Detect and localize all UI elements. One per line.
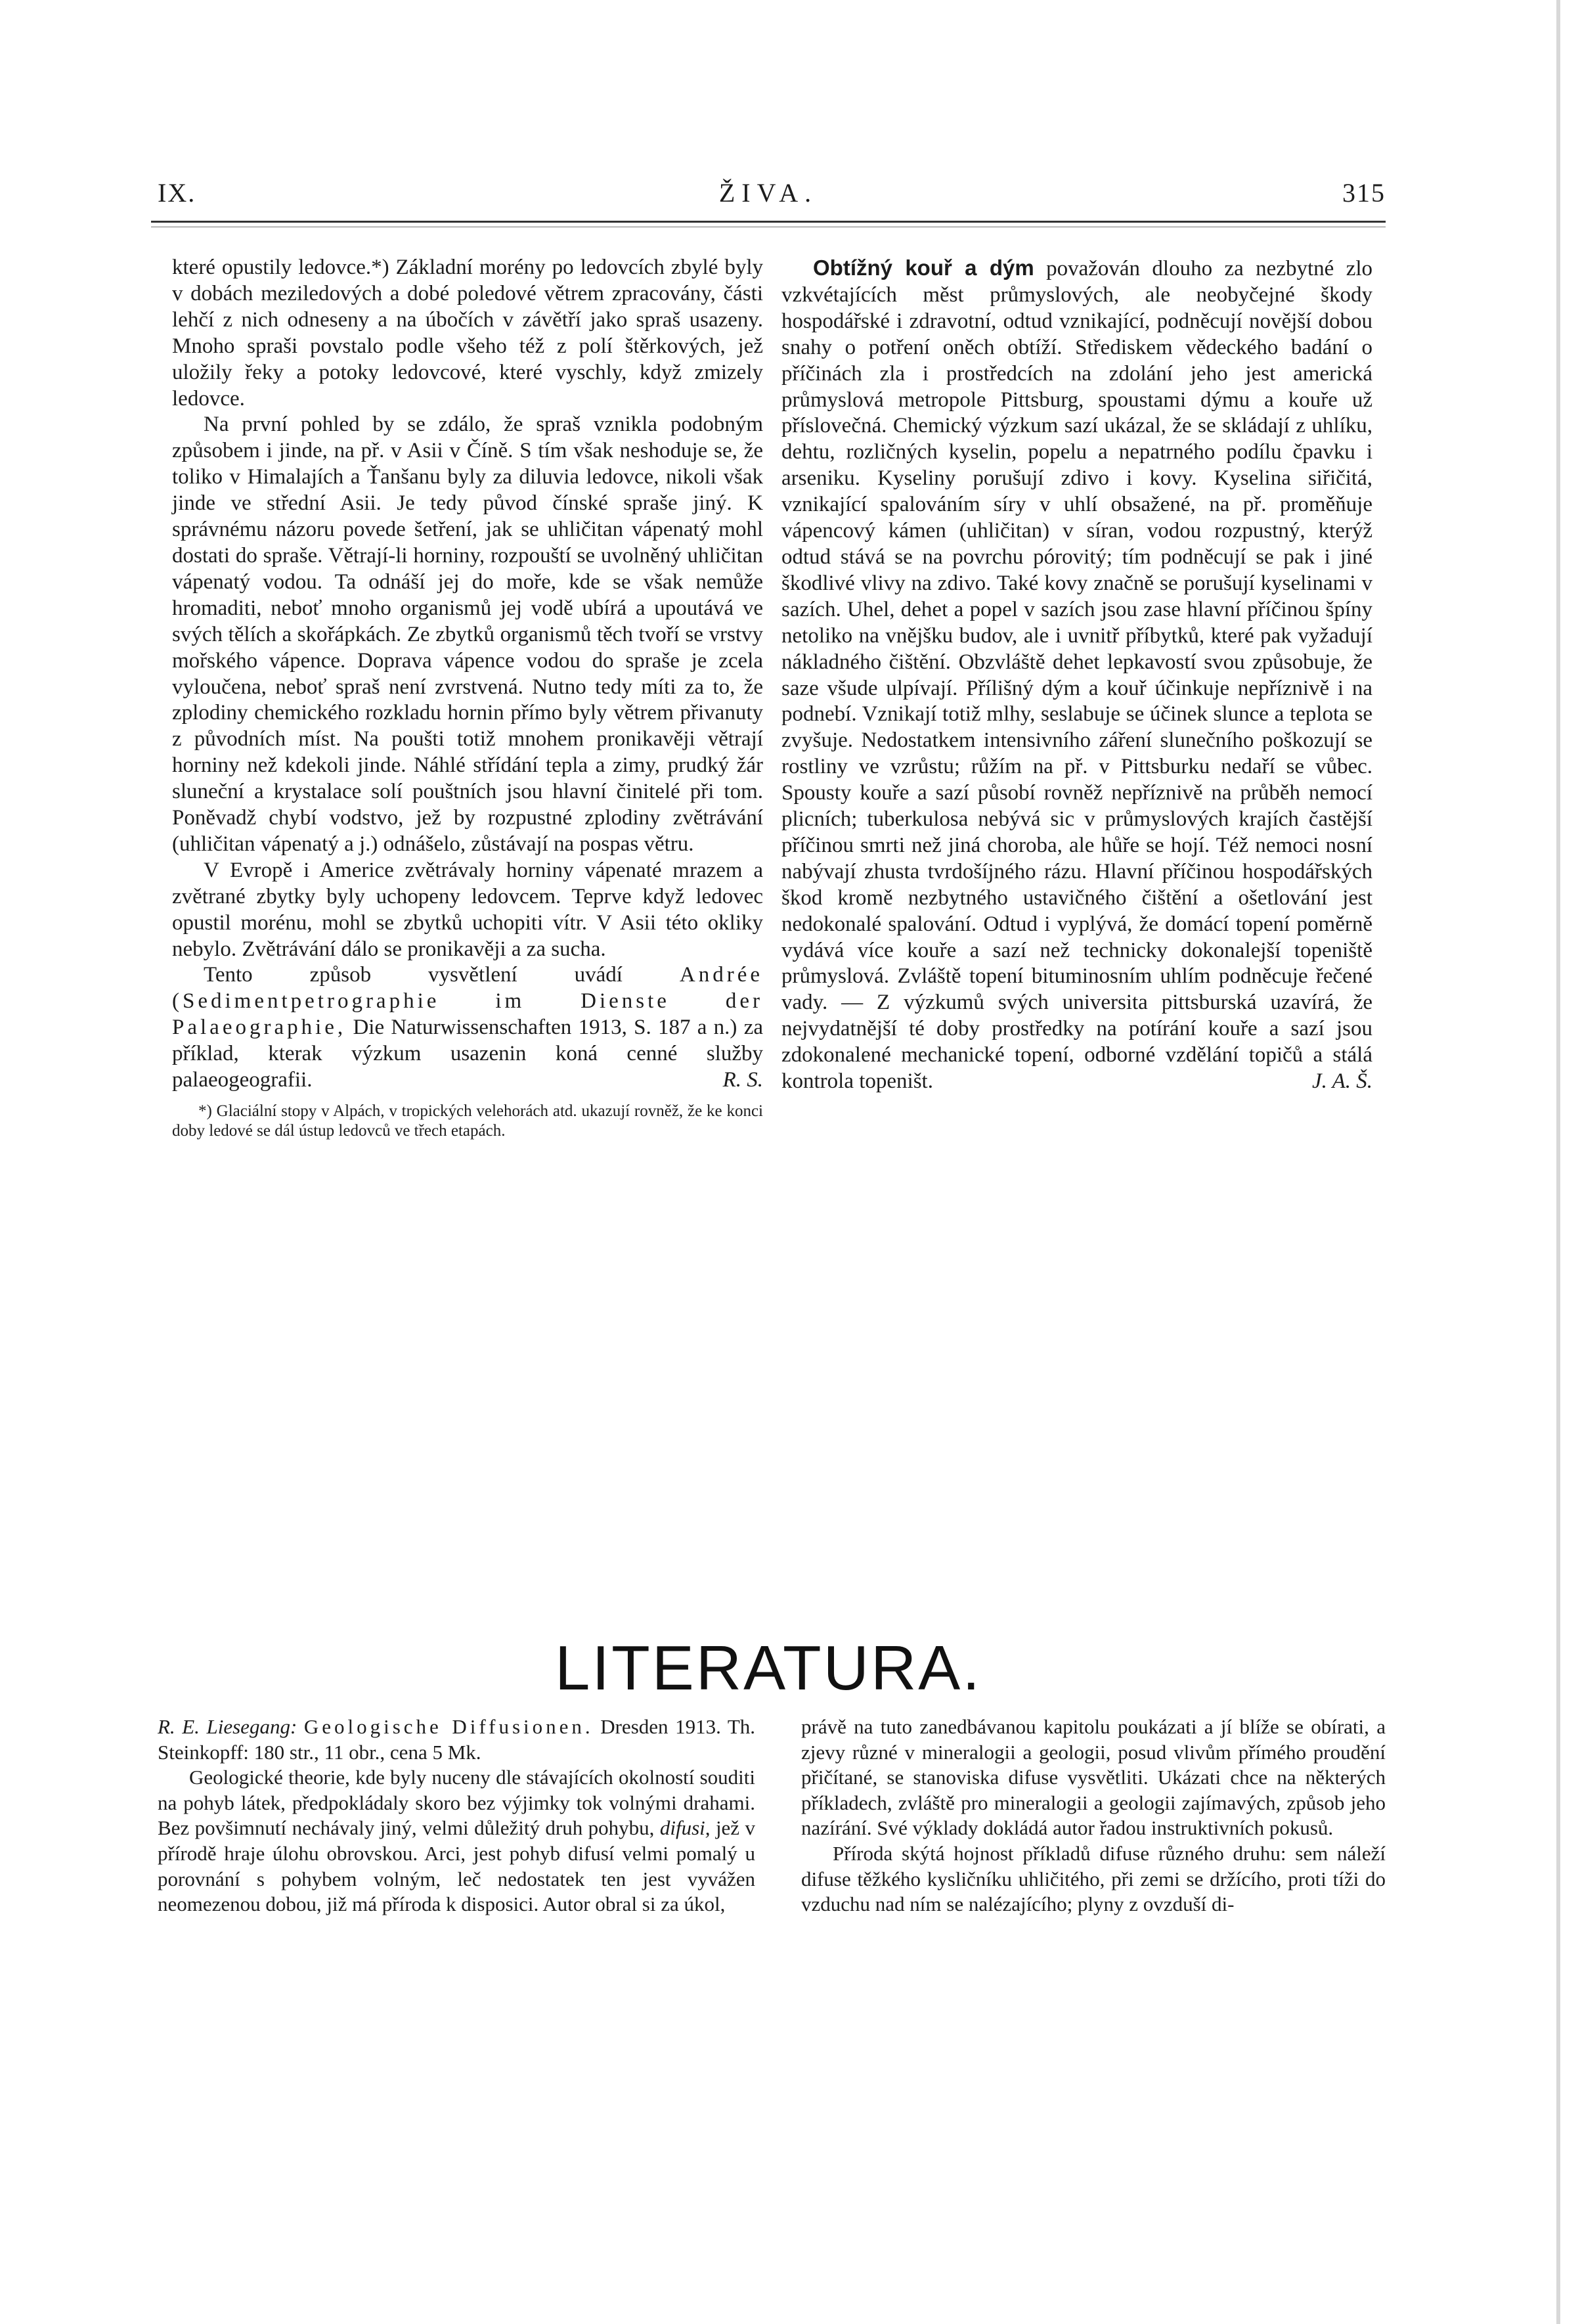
journal-page bbox=[151, 177, 1386, 2246]
right-column bbox=[781, 255, 1372, 1095]
paragraph-text: považován dlouho za nezbytné zlo vzkvétajících měst průmyslových, ale neobyčejné škody hospodářské i zdravotní, odtud vznikající, podněcují novější dobou snahy o potření oněch obtíží. Střediskem vědeckého badání o příčinách zla i prostředcích na zdolání jeho jest americká průmyslová metropole Pittsburg, spoustami dýmu a kouře už příslovečná. Chemický výzkum sazí ukázal, že se skládají z uhlíku, dehtu, rozličných kyselin, popelu a nepatrného podílu čpavku i arseniku. Kyseliny porušují zdivo i kovy. Kyselina siřičitá, vznikající spalováním síry v uhlí obsažené, na př. proměňuje vápencový kámen (uhličitan) v síran, vodou rozpustný, kterýž odtud stává se na povrchu pórovitý; tím podněcují se pak i jiné škodlivé vlivy na zdivo. Také kovy značně se porušují kyselinami v sazích. Uhel, dehet a popel v sazích jsou zase hlavní příčinou špíny netoliko na vnějšku budov, ale i uvnitř příbytků, které pak vyžadují nákladného čištění. Obzvláště dehet lepkavostí svou způsobuje, že saze všude ulpívají. Přílišný dým a kouř účinkuje nepříznivě i na podnebí. Vznikají totiž mlhy, seslabuje se účinek slunce a teplota se zvyšuje. Nedostatkem intensivního záření slunečního poškozují se rostliny ve vzrůstu; růžím na př. v Pittsburku nedaří se vůbec. Spousty kouře a sazí působí rovněž nepříznivě na průběh nemocí plicních; tuberkulosa nebývá sic v průmyslových krajích častější příčinou smrti než jiná choroba, ale hůře se hojí. Též nemoci nosní nabývají zhusta tvrdošíjného rázu. Hlavní příčinou hospodářských škod kromě nezbytného ustavičného čištění a ošetlování jest nedokonalé spalování. Odtud i vyplývá, že domácí topení poměrně vydává více kouře a sazí než technicky dokonalejší topeniště průmyslová. Zvláště topení bituminosním uhlím podněcuje řečené vady. — Z výzkumů svých universita pittsburská uzavírá, že nejvydatnější té doby prostředky na potírání kouře a sazí jsou zdokonalené mechanické topení, odborné vzdělání topičů a stálá kontrola topeništ. bbox=[781, 257, 1373, 1094]
footnote-text: *) Glaciální stopy v Alpách, v tropických velehorách atd. ukazují rovněž, že ke konci doby ledové se dál ústup ledovců ve třech etapách. bbox=[172, 1102, 763, 1140]
page-number: 315 bbox=[1342, 178, 1386, 208]
paragraph-text: Geologické theorie, kde byly nuceny dle stávajících okolností souditi na pohyb látek, předpokládaly skoro bez výjimky tok volnými drahami. Bez povšimnutí nechávaly jiný, velmi důležitý druh pohybu, bbox=[158, 1766, 755, 1840]
review-bibliography: Dresden 1913. Th. Steinkopff: 180 str., 11 obr., cena 5 Mk. bbox=[158, 1715, 756, 1764]
paragraph: Na první pohled by se zdálo, že spraš vznikla podobným způsobem i jinde, na př. v Asii v Číně. S tím však neshoduje se, že toliko v Himalajích a Ťanšanu byly za diluvia ledovce, nikoli však jinde ve střední Asii. Je tedy původ čínské spraše jiný. K správnému názoru povede šetření, jak se uhličitan vápenatý mohl dostati do spraše. Větrají-li horniny, rozpouští se uvolněný uhličitan vápenatý vodou. Ta odnáší jej do moře, kde se však nemůže hromaditi, neboť mnoho organismů jej vodě ubírá a upoutává ve svých tělích a skořápkách. Ze zbytků organismů těch tvoří se vrstvy mořského vápence. Doprava vápence vodou do spraše je zcela vyloučena, neboť spraš není zvrstvená. Nutno tedy míti za to, že zplodiny chemického rozkladu hornin přímo byly větrem přivanuty z původních míst. Na poušti totiž mnohem pronikavěji větrají horniny než kdekoli jinde. Náhlé střídání tepla a zimy, prudký žár sluneční a krystalace solí pouštních jsou hlavní činitelé při tom. Poněvadž chybí vodstvo, jež by rozpustné zplodiny zvětrávání (uhličitan vápenatý a j.) odnášelo, zůstávají na pospas větru. bbox=[172, 413, 763, 856]
signature: J. A. Š. bbox=[1312, 1069, 1372, 1094]
paragraph: Příroda skýtá hojnost příkladů difuse různého druhu: sem náleží difuse těžkého kysličníku uhličitého, při zemi se držícího, proti tíži do vzduchu nad ním se nalézajícího; plyny z ovzduší di- bbox=[801, 1841, 1386, 1916]
author-name: Andrée bbox=[679, 963, 763, 987]
review-entry bbox=[158, 1714, 755, 1765]
review-author: R. E. Liesegang: bbox=[158, 1715, 297, 1738]
emphasis: difusi, bbox=[659, 1816, 711, 1840]
volume-number: IX. bbox=[158, 178, 196, 208]
footnote bbox=[172, 1102, 763, 1141]
paragraph-text: jež v přírodě hraje úlohu obrovskou. Arci, jest pohyb difusí velmi pomalý u porovnání s pohybem volným, leč nedostatek ten jest vyvážen neomezenou dobou, již má příroda k disposici. Autor obral si za úkol, bbox=[158, 1816, 756, 1916]
paragraph: právě na tuto zanedbávanou kapitolu poukázati a jí blíže se obírati, a zjevy různé v mineralogii a geologii, posud vlivům přímého proudění přičítané, se stanoviska difuse vysvětliti. Ukázati chce na některých příkladech, zvláště pro mineralogii a geologii zajímavých, způsob jeho nazírání. Své výklady dokládá autor řadou instruktivních pokusů. bbox=[801, 1715, 1386, 1840]
running-head bbox=[151, 177, 1386, 217]
paragraph-smoke bbox=[781, 255, 1372, 1095]
signature: R. S. bbox=[722, 1068, 763, 1092]
paragraph: V Evropě i Americe zvětrávaly horniny vápenaté mrazem a zvětrané zbytky byly uchopeny ledovcem. Teprve když ledovec opustil morénu, mohl se zbytků uchopiti vítr. V Asii této okliky nebylo. Zvětrávání dálo se pronikavěji a za sucha. bbox=[172, 858, 763, 961]
page-edge bbox=[1556, 0, 1560, 2324]
lead-heading: Obtížný kouř a dým bbox=[813, 256, 1034, 280]
cited-title: (Sedimentpetrographie im Dienste der Palaeographie, bbox=[172, 989, 763, 1040]
paragraph-text: Tento způsob vysvětlení uvádí bbox=[204, 963, 623, 987]
section-title: LITERATURA. bbox=[555, 1633, 982, 1703]
paragraph bbox=[158, 1765, 755, 1917]
review-title: Geologische Diffusionen. bbox=[303, 1715, 594, 1738]
header-rule bbox=[151, 221, 1386, 223]
journal-title: ŽIVA. bbox=[718, 178, 818, 208]
literature-right-column bbox=[801, 1714, 1386, 1917]
paragraph: které opustily ledovce.*) Základní morény po ledovcích zbylé byly v dobách meziledových a dobé poledové větrem zpracovány, části lehčí z nich odneseny a na úbočích v závětří jako spraš usazeny. Mnoho spraši povstalo podle všeho též z polí štěrkových, jež uložily řeky a potoky ledovcové, které vyschly, když zmizely ledovce. bbox=[172, 256, 763, 411]
literature-left-column bbox=[158, 1714, 755, 1917]
left-column bbox=[172, 255, 763, 1141]
paragraph-andree bbox=[172, 962, 763, 1094]
citation-text: Die Naturwissenschaften 1913, S. 187 a n.) za příklad, kterak výzkum usazenin koná cenné služby palaeogeografii. bbox=[172, 1016, 763, 1092]
